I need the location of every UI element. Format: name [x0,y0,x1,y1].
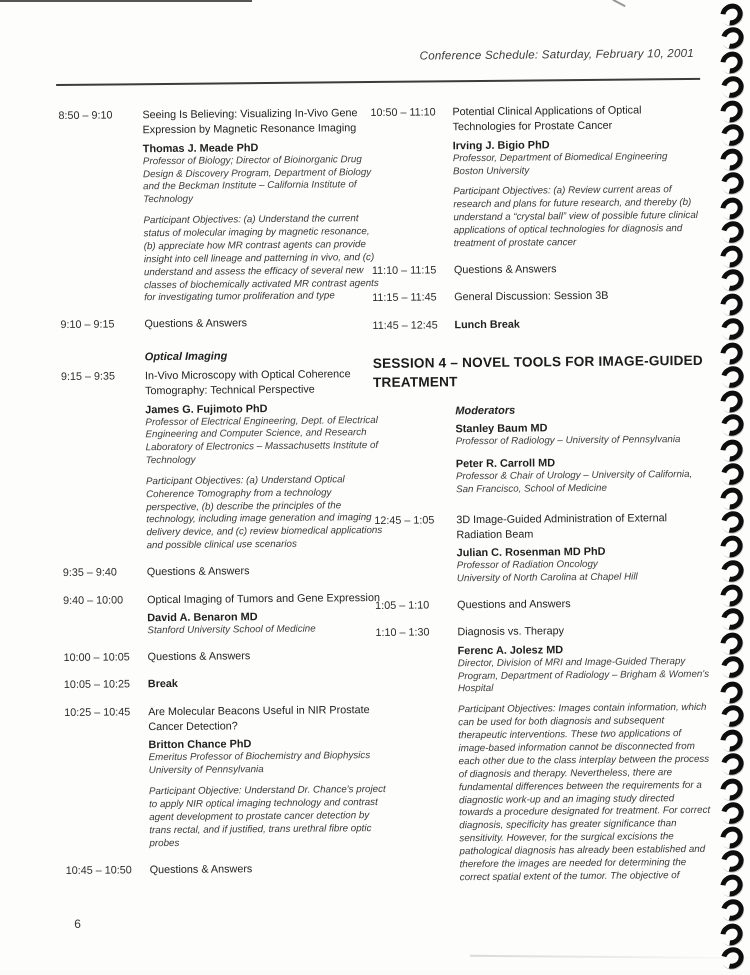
moderator-name: Peter R. Carroll MD [455,457,556,471]
talk-title: Potential Clinical Applications of Optical Technologies for Prostate Cancer [452,104,642,134]
speaker-name: Thomas J. Meade PhD [142,141,259,156]
schedule-entry-qa [375,596,709,615]
entry-time: 12:45 – 1:05 [374,513,435,527]
participant-objectives: Participant Objectives: (a) Understand Optical Coherence Tomography from a technology perspective, (b) describe the principles of the technology, including image generation and imaging delivery device, and (c) review biomedical applications and possible clinical use scenarios [145,474,383,552]
schedule-entry-jolesz [375,623,711,886]
entry-body [456,510,709,586]
moderators-label: Moderators [455,404,516,418]
qa-label: Questions & Answers [146,565,250,579]
qa-label: Questions & Answers [144,317,248,331]
lunch-break-label: Lunch Break [454,318,520,331]
entry-time: 10:05 – 10:25 [63,678,131,692]
entry-time: 10:00 – 10:05 [63,651,130,664]
entry-time: 1:10 – 1:30 [375,626,430,640]
entry-time: 9:15 – 9:35 [60,370,116,383]
schedule-entry-rosenman [374,510,709,587]
entry-body [142,106,384,306]
speaker-name: James G. Fujimoto PhD [145,402,268,416]
schedule-entry-qa [66,860,390,879]
talk-title: Diagnosis vs. Therapy [457,625,565,639]
entry-body [145,367,387,554]
moderator-baum [455,421,707,449]
entry-body [148,702,389,850]
speaker-affiliation: Professor of Biology; Director of Bioinorganic Drug Design & Discovery Program, Department of Biology and the Beckman Institute – California Institute of Technology [142,153,372,206]
talk-title: Seeing Is Believing: Visualizing In-Vivo Gene Expression by Magnetic Resonance Imaging [142,107,358,137]
talk-title: 3D Image-Guided Administration of External Radiation Beam [456,511,668,542]
track-subheading-row [145,345,385,365]
entry-time: 1:05 – 1:10 [375,599,430,612]
talk-title: Optical Imaging of Tumors and Gene Expression [147,591,380,606]
qa-label: Questions and Answers [457,598,571,612]
talk-title: In-Vivo Microscopy with Optical Coherence Tomography: Technical Perspective [144,367,351,398]
speaker-affiliation: Professor, Department of Biomedical Engineering Boston University [452,150,668,177]
qa-label: Questions & Answers [453,263,557,277]
qa-label: Questions & Answers [147,650,251,663]
moderator-affiliation: Professor & Chair of Urology – University of California, San Francisco, School of Medicine [455,468,693,495]
speaker-affiliation: Stanford University School of Medicine [147,623,316,637]
participant-objectives: Participant Objectives: (a) Review current areas of research and plans for future research, and thereby (b) understand a “crystal ball” view of possible future clinical applications of optical technologies for diagnosis and treatment of prostate cancer [453,184,698,250]
schedule-entry-chance [64,702,389,851]
break-label: Break [147,678,178,691]
participant-objectives: Participant Objectives: Images contain information, which can be used for both diagnosis and subsequent therapeutic interventions. These two applications of image-based information cannot be disconnected from each other due to the class interplay between the process of diagnosis and therapy. Nevertheless, there are fundamental differences between the requirements for a diagnostic work-up and an imaging study directed towards a procedure designated for treatment. For correct diagnosis, specificity has greater significance than sensitivity. However, for the surgical excisions the pathological diagnosis has already been established and therefore the images are needed for determining the correct spatial extent of the tumor. The objective of [458,701,711,884]
schedule-entry-fujimoto [61,367,387,555]
entry-body [147,590,387,638]
speaker-name: Britton Chance PhD [148,738,252,752]
running-header: Conference Schedule: Saturday, February 10, 2001 [419,46,694,63]
qa-label: Questions & Answers [149,862,253,876]
entry-time: 11:10 – 11:15 [371,264,437,277]
moderator-carroll [456,456,708,497]
schedule-entry-break [64,675,388,694]
participant-objectives: Participant Objectives: (a) Understand the current status of molecular imaging by magnetic resonance, (b) appreciate how MR contrast agents can provide insight into cell lineage and patterning in vivo, and (c) understand and assess the efficacy of several new classes of biochemically activated MR contrast agents for investigating tumor proliferation and type [143,213,379,304]
speaker-affiliation: Director, Division of MRI and Image-Guided Therapy Program, Department of Radiology – Brigham & Women's Hospital [457,655,710,695]
schedule-entry-lunch [372,316,706,335]
entry-time: 11:45 – 12:45 [372,319,438,332]
schedule-column-left [58,106,389,891]
speaker-affiliation: Professor of Radiation Oncology University of North Carolina at Chapel Hill [456,559,638,585]
entry-body [457,623,711,885]
entry-body [452,103,705,251]
track-subheading: Optical Imaging [144,350,228,363]
schedule-entry-qa [372,261,706,280]
discussion-label: General Discussion: Session 3B [454,290,609,304]
entry-time: 10:50 – 11:10 [370,106,436,120]
entry-time: 9:40 – 10:00 [63,594,124,607]
moderator-name: Stanley Baum MD [455,422,548,436]
schedule-entry-discussion [372,288,706,307]
entry-time: 9:35 – 9:40 [62,566,117,580]
entry-time: 11:15 – 11:45 [372,291,437,305]
schedule-entry-benaron [63,590,387,638]
speaker-name: Julian C. Rosenman MD PhD [456,546,606,560]
page-number: 6 [74,916,81,931]
schedule-entry-bigio [370,103,705,252]
entry-time: 9:10 – 9:15 [60,318,115,332]
schedule-entry-qa [63,563,387,582]
talk-title: Are Molecular Beacons Useful in NIR Prostate Cancer Detection? [148,703,370,734]
speaker-name: Ferenc A. Jolesz MD [457,643,564,657]
entry-time: 10:45 – 10:50 [65,863,132,877]
entry-time: 10:25 – 10:45 [64,705,131,719]
entry-time: 8:50 – 9:10 [58,109,113,123]
speaker-name: Irving J. Bigio PhD [452,139,550,153]
schedule-column-right [370,103,712,898]
moderator-affiliation: Professor of Radiology – University of Pennsylvania [455,434,681,448]
schedule-entry-qa [60,315,384,334]
schedule-entry-qa [64,648,388,667]
speaker-name: David A. Benaron MD [147,611,258,625]
participant-objectives: Participant Objective: Understand Dr. Chance's project to apply NIR optical imaging technology and contrast agent development to prostate cancer detection by trans rectal, and if justified, trans urethral fibre optic probes [148,783,386,849]
header-rule [56,78,700,86]
schedule-entry-meade [58,106,384,306]
speaker-affiliation: Emeritus Professor of Biochemistry and Biophysics University of Pennsylvania [148,750,371,777]
speaker-affiliation: Professor of Electrical Engineering, Dept. of Electrical Engineering and Computer Science, and Research Laboratory of Electronics – Massachusetts Institute of Technology [145,414,379,467]
session4-heading: SESSION 4 – NOVEL TOOLS FOR IMAGE-GUIDED TREATMENT [372,353,703,391]
